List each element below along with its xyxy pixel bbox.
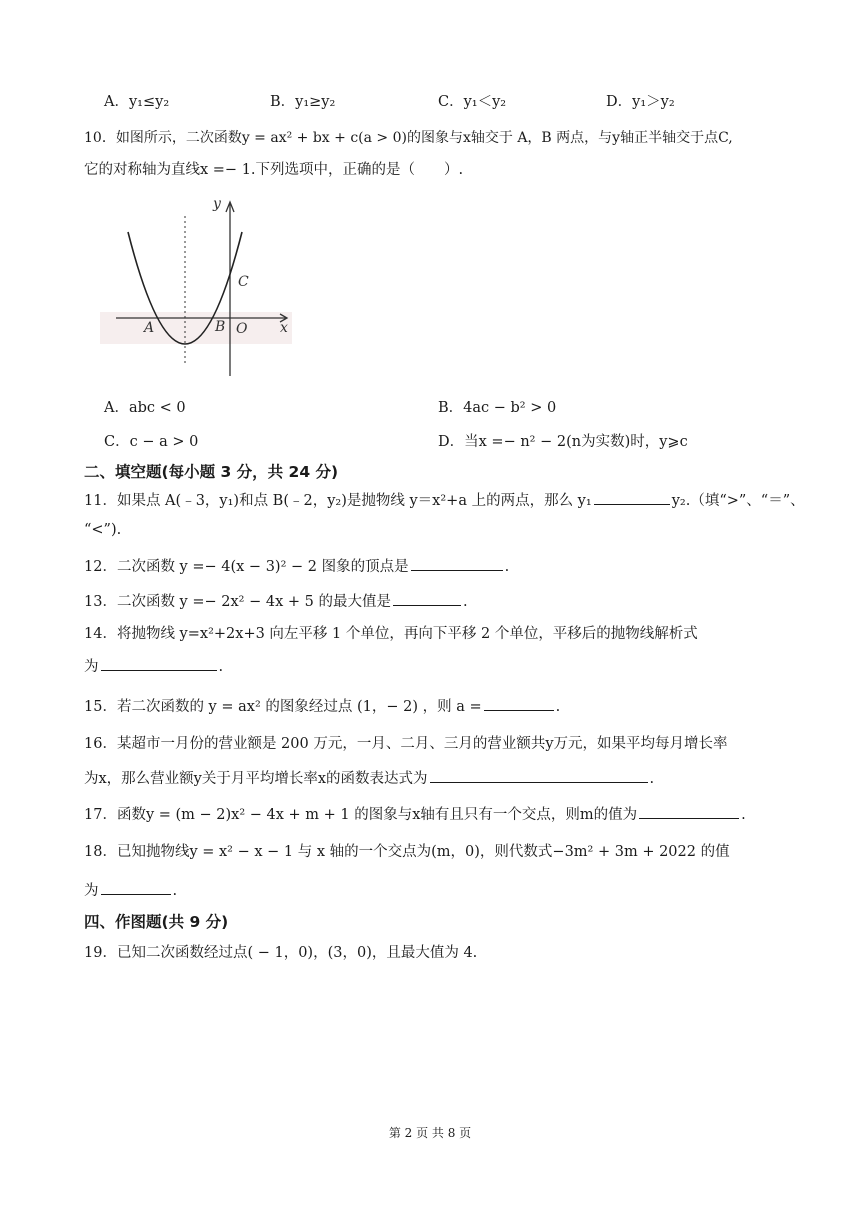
q10-parabola-figure (100, 194, 300, 380)
q11-line1: 11．如果点 A(﹣3，y₁)和点 B(﹣2，y₂)是抛物线 y＝x²+a 上的两点，那么 y₁ y₂.（填“>”、“＝”、 (84, 490, 805, 511)
q15-answer-blank[interactable] (484, 696, 554, 711)
q10-option-b: B．4ac − b² > 0 (438, 400, 557, 416)
q12-answer-blank[interactable] (411, 556, 503, 571)
page-footer: 第 2 页 共 8 页 (388, 1126, 472, 1140)
q11-answer-blank[interactable] (594, 490, 670, 505)
y-label: y (213, 196, 221, 212)
q18-answer-blank[interactable] (101, 880, 171, 895)
q18-line1: 18．已知抛物线y = x² − x − 1 与 x 轴的一个交点为(m，0)，则代数式−3m² + 3m + 2022 的值 (84, 844, 730, 860)
q10-option-d: D．当x =− n² − 2(n为实数)时，y⩾c (438, 434, 688, 450)
q16-answer-blank[interactable] (430, 768, 648, 783)
q17-line: 17．函数y = (m − 2)x² − 4x + m + 1 的图象与x轴有且只有一个交点，则m的值为 . (84, 804, 746, 825)
q9-option-b: B．y₁≥y₂ (270, 94, 336, 110)
q14-line2: 为 . (84, 656, 223, 677)
q16-line2: 为x，那么营业额y关于月平均增长率x的函数表达式为 . (84, 768, 654, 789)
q10-option-a: A．abc < 0 (104, 400, 186, 416)
point-a-label: A (144, 320, 155, 336)
q17-answer-blank[interactable] (639, 804, 739, 819)
q14-line1: 14．将抛物线 y=x²+2x+3 向左平移 1 个单位，再向下平移 2 个单位，平移后的抛物线解析式 (84, 626, 698, 642)
q14-answer-blank[interactable] (101, 656, 217, 671)
q11-line2: “<”). (84, 522, 122, 538)
q13-answer-blank[interactable] (393, 591, 461, 606)
point-b-label: B (215, 319, 226, 335)
q15-line: 15．若二次函数的 y = ax² 的图象经过点 (1，− 2) ，则 a = . (84, 696, 560, 717)
q9-option-d: D．y₁＞y₂ (606, 94, 675, 110)
q9-option-c: C．y₁＜y₂ (438, 94, 507, 110)
q10-line1: 10．如图所示，二次函数y = ax² + bx + c(a > 0)的图象与x轴交于 A，B 两点，与y轴正半轴交于点C, (84, 130, 733, 146)
section-heading-fill-in: 二、填空题(每小题 3 分，共 24 分) (84, 463, 339, 481)
q10-line2: 它的对称轴为直线x =− 1.下列选项中，正确的是（ ）. (84, 162, 464, 178)
q18-line2: 为 . (84, 880, 177, 901)
q12-line: 12．二次函数 y =− 4(x − 3)² − 2 图象的顶点是 . (84, 556, 509, 577)
q16-line1: 16．某超市一月份的营业额是 200 万元，一月、二月、三月的营业额共y万元，如果平均每月增长率 (84, 736, 728, 752)
q10-option-c: C．c − a > 0 (104, 434, 199, 450)
x-label: x (280, 320, 288, 336)
point-c-label: C (238, 274, 249, 290)
q13-line: 13．二次函数 y =− 2x² − 4x + 5 的最大值是 . (84, 591, 468, 612)
q9-option-a: A．y₁≤y₂ (104, 94, 170, 110)
section-heading-drawing: 四、作图题(共 9 分) (84, 913, 229, 931)
q19-line: 19．已知二次函数经过点( − 1，0)，(3，0)，且最大值为 4. (84, 945, 478, 961)
origin-label: O (236, 321, 248, 337)
